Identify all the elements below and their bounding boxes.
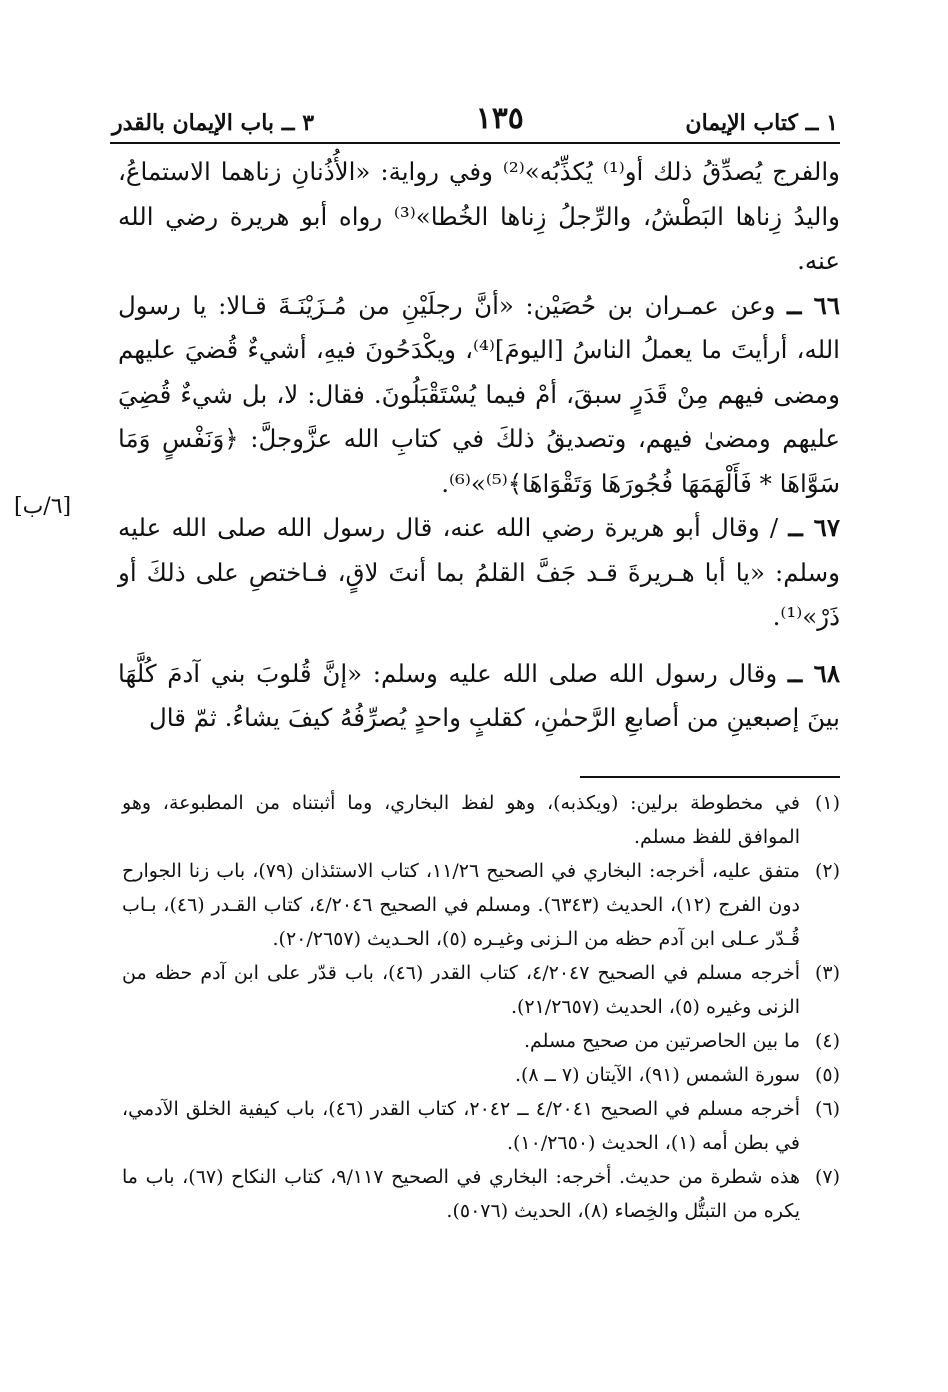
- footnote-text: هذه شطرة من حديث. أخرجه: البخاري في الصحيح ٩/١١٧، كتاب النكاح (٦٧)، باب ما يكره من التبتُّل والخِصاء (٨)، الحديث (٥٠٧٦).: [122, 1166, 800, 1222]
- hadith-number: ٦٦ ــ: [787, 290, 840, 320]
- hadith-66: [118, 284, 840, 507]
- page-number: ١٣٥: [475, 101, 524, 136]
- hadith-68: [118, 652, 840, 741]
- footnote-number: (٥): [814, 1064, 840, 1086]
- footnotes: [122, 786, 840, 1306]
- hadith-67: [118, 506, 840, 640]
- hadith-text: وقال رسول الله صلى الله عليه وسلم: «إنَّ قُلوبَ بني آدمَ كُلَّهَا بينَ إصبعينِ من أصابعِ الرَّحمٰنِ، كقلبٍ واحدٍ يُصرِّفُهُ كيفَ يشاءُ. ثمّ قال: [118, 658, 840, 732]
- footnote-text: متفق عليه، أخرجه: البخاري في الصحيح ١١/٢٦، كتاب الاستئذان (٧٩)، باب زنا الجوارح دون الفرج (١٢)، الحديث (٦٣٤٣). ومسلم في الصحيح ٤/٢٠٤٦، كتاب القـدر (٤٦)، بـاب قُـدّر عـلى ابن آدم حظه من الـزنى وغيـره (٥)، الحـديث (٢٠/٢٦٥٧).: [122, 860, 800, 950]
- footnote: [122, 786, 840, 854]
- footnote-text: أخرجه مسلم في الصحيح ٤/٢٠٤٧، كتاب القدر (٤٦)، باب قدّر على ابن آدم حظه من الزنى وغيره (٥)، الحديث (٢١/٢٦٥٧).: [122, 962, 801, 1018]
- header-book-title: ١ ــ كتاب الإيمان: [685, 110, 838, 136]
- paragraph-continuation: والفرج يُصدِّقُ ذلك أو⁽¹⁾ يُكذِّبُه»⁽²⁾ وفي رواية: «الأُذُنانِ زناهما الاستماعُ، واليدُ زِناها البَطْشُ، والرِّجلُ زِناها الخُطا»⁽³⁾ رواه أبو هريرة رضي الله عنه.: [118, 157, 840, 275]
- hadith-text: / وقال أبو هريرة رضي الله عنه، قال رسول الله صلى الله عليه وسلم: «يا أبا هـريرةَ قـد جَفَّ القلمُ بما أنتَ لاقٍ، فـاختصِ على ذلكَ أو ذَرْ»⁽¹⁾.: [118, 513, 840, 631]
- footnote-rule: [580, 776, 840, 778]
- footnote-text: أخرجه مسلم في الصحيح ٤/٢٠٤١ ــ ٢٠٤٢، كتاب القدر (٤٦)، باب كيفية الخلق الآدمي، في بطن أمه (١)، الحديث (١٠/٢٦٥٠).: [122, 1098, 800, 1154]
- hadith-number: ٦٨ ــ: [787, 658, 840, 688]
- footnote: [122, 1092, 840, 1160]
- footnote-number: (٦): [814, 1098, 840, 1120]
- footnote: [122, 1024, 840, 1058]
- header-rule: [110, 142, 840, 144]
- footnote-text: في مخطوطة برلين: (ويكذبه)، وهو لفظ البخاري، وما أثبتناه من المطبوعة، وهو الموافق للفظ مسلم.: [122, 792, 800, 848]
- footnote-text: سورة الشمس (٩١)، الآيتان (٧ ــ ٨).: [514, 1064, 800, 1086]
- footnote: [122, 854, 840, 956]
- footnote-text: ما بين الحاصرتين من صحيح مسلم.: [523, 1030, 800, 1052]
- page-header: [112, 92, 838, 136]
- main-text: [118, 150, 840, 750]
- footnote: [122, 956, 840, 1024]
- paragraph-gap: [118, 640, 840, 652]
- footnote: [122, 1058, 840, 1092]
- footnote-number: (٣): [814, 962, 840, 984]
- footnote: [122, 1160, 840, 1228]
- header-chapter-title: ٣ ــ باب الإيمان بالقدر: [112, 110, 315, 136]
- hadith-text: وعن عمـران بن حُصَيْن: «أنَّ رجلَيْنِ من مُـزَيْنَـةَ قـالا: يا رسول الله، أرأيتَ ما يعملُ الناسُ [اليومَ]⁽⁴⁾، ويكْدَحُونَ فيهِ، أشيءٌ قُضيَ عليهم ومضى فيهم مِنْ قَدَرٍ سبقَ، أمْ فيما يُسْتَقْبَلُونَ. فقال: لا، بل شيءٌ قُضِيَ عليهم ومضىٰ فيهم، وتصديقُ ذلكَ في كتابِ الله عزَّوجلَّ: ﴿وَنَفْسٍ وَمَا سَوَّاهَا * فَأَلْهَمَهَا فُجُورَهَا وَتَقْوَاهَا﴾⁽⁵⁾»⁽⁶⁾.: [118, 290, 840, 498]
- manuscript-folio-marker: [٦/ب]: [14, 494, 72, 519]
- footnote-number: (٤): [814, 1030, 840, 1052]
- footnote-number: (٧): [814, 1166, 840, 1188]
- hadith-number: ٦٧ ــ: [788, 513, 840, 542]
- footnote-number: (٢): [814, 860, 840, 882]
- footnote-number: (١): [814, 792, 840, 814]
